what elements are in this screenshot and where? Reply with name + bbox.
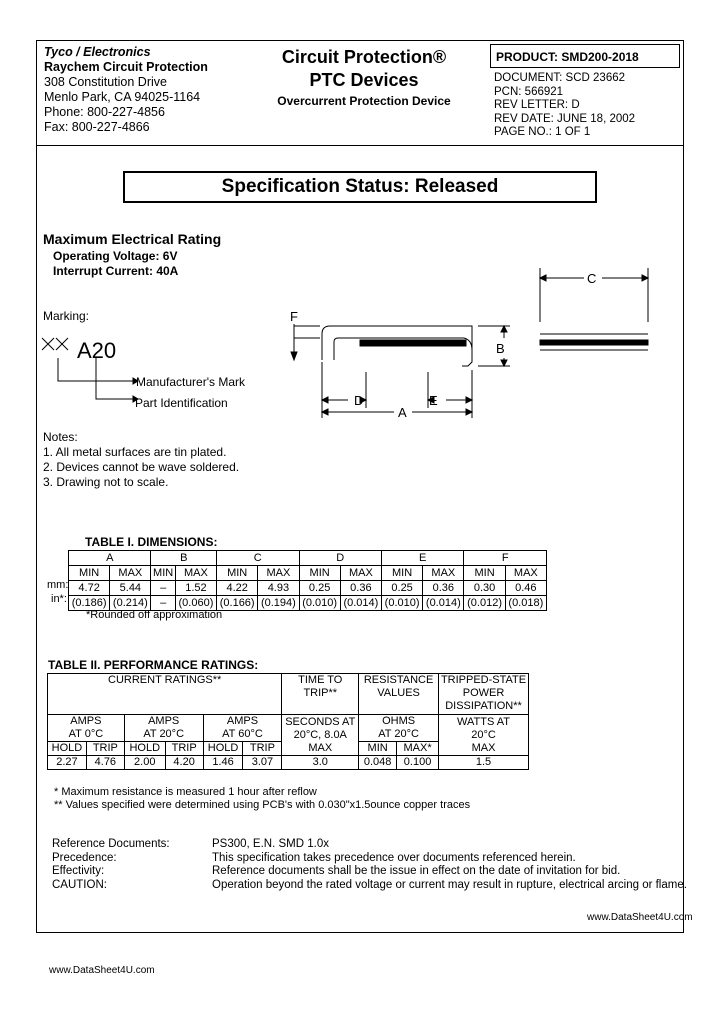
- resistance-header: RESISTANCE VALUES: [359, 674, 439, 715]
- trip-header: TRIP: [243, 742, 282, 756]
- table1-footnote: *Rounded off approximation: [86, 609, 223, 621]
- note-3: 3. Drawing not to scale.: [43, 475, 169, 489]
- in-cell: (0.014): [423, 596, 464, 611]
- interrupt-current: Interrupt Current: 40A: [53, 264, 179, 278]
- notes: [43, 430, 239, 490]
- ref-label-caution: CAUTION:: [52, 878, 107, 891]
- product-id: PRODUCT: SMD200-2018: [496, 50, 639, 64]
- address-line-1: 308 Constitution Drive: [44, 75, 167, 89]
- table1-in-label: in*:: [51, 593, 67, 605]
- table1-title: TABLE I. DIMENSIONS:: [85, 535, 218, 549]
- table1-mm-label: mm:: [47, 579, 69, 591]
- dim-col-d: D: [299, 551, 381, 566]
- dim-label-b: B: [496, 341, 505, 356]
- perf-subheader-row: [48, 715, 529, 742]
- performance-table: [47, 673, 529, 770]
- max-header: MAX: [175, 566, 216, 581]
- dim-col-b: B: [151, 551, 217, 566]
- mm-cell: 0.30: [464, 581, 505, 596]
- mm-cell: 4.22: [217, 581, 258, 596]
- ref-label-documents: Reference Documents:: [52, 838, 170, 850]
- division-name: Raychem Circuit Protection: [44, 60, 208, 74]
- trip-20c: 4.20: [165, 756, 203, 770]
- in-cell: (0.214): [110, 596, 151, 611]
- amps-20c: AMPS AT 20°C: [124, 715, 203, 742]
- trip-60c: 3.07: [243, 756, 282, 770]
- watermark-footer[interactable]: www.DataSheet4U.com: [49, 965, 155, 976]
- dim-header-row: [69, 551, 547, 566]
- marking-code: A20: [77, 338, 117, 363]
- mm-cell: 0.25: [299, 581, 340, 596]
- hold-header: HOLD: [124, 742, 165, 756]
- pcn: PCN: 566921: [494, 85, 564, 98]
- time-to-trip-value: 3.0: [282, 756, 359, 770]
- in-cell: (0.060): [175, 596, 216, 611]
- end-view-element: [540, 340, 648, 345]
- trip-header: TRIP: [165, 742, 203, 756]
- table2-footnote-1: * Maximum resistance is measured 1 hour after reflow: [54, 786, 317, 798]
- watts-header: WATTS AT 20°C MAX: [439, 715, 529, 756]
- dim-label-d: D: [354, 393, 364, 408]
- max-header: MAX: [423, 566, 464, 581]
- trip-header: TRIP: [86, 742, 124, 756]
- dim-mm-row: [69, 581, 547, 596]
- reference-values: [212, 838, 687, 892]
- max-header: MAX: [340, 566, 381, 581]
- current-ratings-header: CURRENT RATINGS**: [48, 674, 282, 715]
- rating-heading: Maximum Electrical Rating: [43, 231, 222, 247]
- ref-label-effectivity: Effectivity:: [52, 865, 105, 877]
- max-header: MAX: [505, 566, 546, 581]
- hold-20c: 2.00: [124, 756, 165, 770]
- address-line-2: Menlo Park, CA 94025-1164: [44, 90, 201, 104]
- marking-label: Marking:: [43, 309, 90, 323]
- rmax-header: MAX*: [397, 742, 439, 756]
- perf-values-row: [48, 756, 529, 770]
- part-leader-line: [96, 358, 133, 399]
- hold-60c: 1.46: [203, 756, 243, 770]
- in-cell: (0.010): [299, 596, 340, 611]
- note-1: 1. All metal surfaces are tin plated.: [43, 445, 227, 459]
- amps-60c: AMPS AT 60°C: [203, 715, 282, 742]
- seconds-header: SECONDS AT 20°C, 8.0A MAX: [282, 715, 359, 756]
- dim-minmax-row: [69, 566, 547, 581]
- ref-value-caution: Operation beyond the rated voltage or current may result in rupture, electrical arcing or flame.: [212, 878, 687, 891]
- dim-col-c: C: [217, 551, 299, 566]
- mm-cell: 4.72: [69, 581, 110, 596]
- doc-info: [494, 72, 635, 140]
- spec-status: Specification Status: Released: [123, 171, 597, 203]
- mm-cell: 5.44: [110, 581, 151, 596]
- fax: Fax: 800-227-4866: [44, 120, 150, 134]
- title-subtitle: Overcurrent Protection Device: [277, 94, 451, 108]
- mm-cell: 4.93: [258, 581, 299, 596]
- trip-0c: 4.76: [86, 756, 124, 770]
- notes-heading: Notes:: [43, 430, 78, 444]
- ref-label-precedence: Precedence:: [52, 851, 117, 864]
- dim-label-e: E: [429, 393, 438, 408]
- rating-values: [53, 249, 178, 279]
- table2-footnote-2: ** Values specified were determined using PCB's with 0.030"x1.5ounce copper traces: [54, 799, 471, 811]
- power-value: 1.5: [439, 756, 529, 770]
- min-header: MIN: [151, 566, 175, 581]
- logo-mark-left: [42, 338, 54, 350]
- note-2: 2. Devices cannot be wave soldered.: [43, 460, 240, 474]
- min-header: MIN: [69, 566, 110, 581]
- rmin-header: MIN: [359, 742, 397, 756]
- dimension-drawing: [282, 262, 682, 427]
- document-number: DOCUMENT: SCD 23662: [494, 72, 626, 84]
- min-header: MIN: [217, 566, 258, 581]
- rmin-value: 0.048: [359, 756, 397, 770]
- perf-header-row: [48, 674, 529, 715]
- ref-value-precedence: This specification takes precedence over documents referenced herein.: [212, 851, 576, 864]
- part-identification-label: Part Identification: [135, 396, 228, 410]
- logo-mark-right: [56, 338, 68, 350]
- dim-label-c: C: [587, 271, 597, 286]
- hold-header: HOLD: [203, 742, 243, 756]
- in-cell: (0.014): [340, 596, 381, 611]
- title-ptc-devices: PTC Devices: [309, 70, 419, 90]
- max-header: MAX: [110, 566, 151, 581]
- dim-col-a: A: [69, 551, 151, 566]
- min-header: MIN: [464, 566, 505, 581]
- in-cell: (0.166): [217, 596, 258, 611]
- phone: Phone: 800-227-4856: [44, 105, 165, 119]
- dim-col-f: F: [464, 551, 547, 566]
- in-cell: (0.186): [69, 596, 110, 611]
- ref-value-documents: PS300, E.N. SMD 1.0x: [212, 838, 329, 850]
- mm-cell: 0.36: [423, 581, 464, 596]
- in-cell: (0.010): [381, 596, 422, 611]
- rev-date: REV DATE: JUNE 18, 2002: [494, 112, 636, 125]
- operating-voltage: Operating Voltage: 6V: [53, 249, 178, 263]
- dim-label-a: A: [398, 405, 407, 420]
- min-header: MIN: [299, 566, 340, 581]
- reference-labels: [52, 838, 170, 892]
- page-number: PAGE NO.: 1 OF 1: [494, 126, 591, 138]
- rev-letter: REV LETTER: D: [494, 99, 580, 111]
- dim-label-f: F: [290, 309, 298, 324]
- mm-cell: 1.52: [175, 581, 216, 596]
- dimensions-table: [68, 550, 547, 611]
- min-header: MIN: [381, 566, 422, 581]
- in-cell: –: [151, 596, 175, 611]
- amps-0c: AMPS AT 0°C: [48, 715, 125, 742]
- title-circuit-protection: Circuit Protection®: [281, 47, 447, 67]
- header-divider: [36, 145, 684, 146]
- mm-cell: 0.46: [505, 581, 546, 596]
- ohms-header: OHMS AT 20°C: [359, 715, 439, 742]
- mm-cell: –: [151, 581, 175, 596]
- company-block: [44, 45, 208, 135]
- mm-cell: 0.36: [340, 581, 381, 596]
- in-cell: (0.194): [258, 596, 299, 611]
- ref-value-effectivity: Reference documents shall be the issue in effect on the date of invitation for bid.: [212, 865, 621, 877]
- company-name: Tyco / Electronics: [44, 45, 151, 59]
- table2-title: TABLE II. PERFORMANCE RATINGS:: [48, 658, 259, 672]
- manufacturers-mark-label: Manufacturer's Mark: [136, 375, 245, 389]
- tripped-state-header: TRIPPED-STATE POWER DISSIPATION**: [439, 674, 529, 715]
- ptc-element: [360, 340, 466, 346]
- in-cell: (0.018): [505, 596, 546, 611]
- hold-header: HOLD: [48, 742, 87, 756]
- time-to-trip-header: TIME TO TRIP**: [282, 674, 359, 715]
- max-header: MAX: [258, 566, 299, 581]
- hold-0c: 2.27: [48, 756, 87, 770]
- rmax-value: 0.100: [397, 756, 439, 770]
- dim-col-e: E: [381, 551, 463, 566]
- header-title-block: [264, 46, 464, 108]
- watermark-inner[interactable]: www.DataSheet4U.com: [587, 912, 693, 923]
- mm-cell: 0.25: [381, 581, 422, 596]
- in-cell: (0.012): [464, 596, 505, 611]
